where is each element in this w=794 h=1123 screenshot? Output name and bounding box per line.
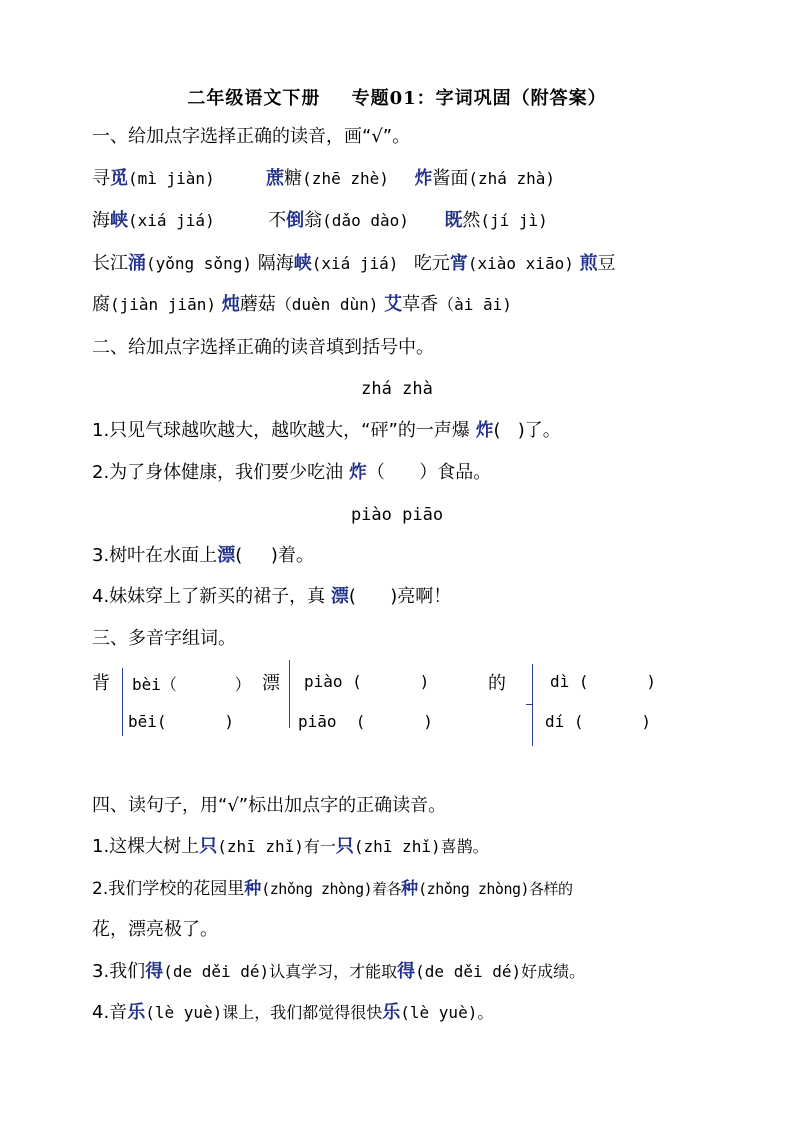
word-text: 然 — [462, 210, 481, 231]
dotted-char: 既 — [444, 210, 463, 231]
word-blank[interactable]: piāo ( ) — [298, 712, 433, 731]
pinyin-choice-zha: zhá zhà — [361, 379, 433, 399]
pinyin-options: (jiàn jiān) — [110, 295, 216, 314]
word-text: 不 — [268, 210, 287, 231]
dotted-char: 只 — [199, 836, 218, 857]
answer-blank[interactable]: ( )着。 — [235, 545, 314, 566]
pinyin-options: (zhá zhà) — [468, 169, 556, 188]
pinyin-options[interactable]: (lè yuè)课上，我们都觉得很快 — [145, 1003, 383, 1022]
sentence-text: 2.为了身体健康，我们要少吃油 — [92, 462, 349, 483]
pinyin-choice-piao: piào piāo — [350, 505, 444, 525]
word-text: 草香 — [402, 294, 439, 315]
answer-blank[interactable]: （ ）食品。 — [366, 462, 492, 483]
answer-blank[interactable]: ( )了。 — [493, 420, 561, 441]
pinyin-options: (mì jiàn) — [128, 169, 215, 188]
s2-question-1 — [92, 419, 561, 443]
s2-question-2 — [92, 461, 491, 485]
pinyin-options[interactable]: (zhī zhǐ)有一 — [217, 837, 336, 856]
dotted-char: 得 — [145, 961, 164, 982]
polyphone-char: 背 — [92, 673, 110, 694]
pinyin-options: (xiào xiāo) — [467, 254, 574, 273]
s1-row-3 — [92, 252, 616, 276]
dotted-char: 宵 — [449, 253, 468, 274]
dotted-char: 漂 — [330, 586, 349, 607]
dotted-char: 得 — [397, 961, 416, 982]
dotted-char: 艾 — [384, 294, 403, 315]
pinyin-options: (xiá jiá) — [128, 211, 215, 230]
pinyin-options: (xiá jiá) — [311, 254, 399, 273]
brace-icon — [289, 660, 290, 728]
dotted-char: 种 — [401, 879, 419, 899]
pinyin-options: （duèn dùn) — [275, 295, 379, 314]
s4-question-1 — [92, 835, 489, 859]
pinyin-options[interactable]: (zhǒng zhòng)着各 — [261, 880, 402, 898]
dotted-char: 漂 — [217, 545, 236, 566]
dotted-char: 涌 — [128, 253, 146, 274]
dotted-char: 煎 — [579, 253, 598, 274]
word-blank[interactable]: bèi（ ） — [132, 675, 251, 694]
dotted-char: 峡 — [110, 210, 128, 231]
dotted-char: 炸 — [475, 420, 494, 441]
pinyin-options: (zhē zhè) — [302, 169, 389, 188]
word-blank[interactable]: dí ( ) — [545, 712, 651, 731]
brace-tip-icon — [526, 704, 532, 705]
s1-row-4 — [92, 293, 512, 317]
dotted-char: 种 — [244, 879, 262, 899]
section-3-heading: 三、多音字组词。 — [92, 628, 236, 649]
answer-blank[interactable]: ( )亮啊！ — [348, 586, 452, 607]
sentence-text: 2.我们学校的花园里 — [92, 879, 245, 899]
pinyin-options[interactable]: (de děi dé)好成绩。 — [415, 962, 586, 981]
word-text: 长江 — [92, 253, 128, 274]
word-text: 寻 — [92, 168, 110, 189]
dotted-char: 峡 — [293, 253, 312, 274]
dotted-char: 倒 — [286, 210, 305, 231]
dotted-char: 炖 — [221, 294, 240, 315]
brace-icon — [122, 668, 123, 736]
word-text: 酱面 — [432, 168, 469, 189]
word-blank[interactable]: bēi( ) — [128, 712, 234, 731]
dotted-char: 炸 — [414, 168, 433, 189]
sentence-text: 1.只见气球越吹越大，越吹越大，“砰”的一声爆 — [92, 420, 476, 441]
sentence-text: 1.这棵大树上 — [92, 836, 200, 857]
dotted-char: 觅 — [110, 168, 128, 189]
word-blank[interactable]: dì ( ) — [550, 672, 656, 691]
s1-row-2 — [92, 209, 548, 233]
sentence-text: 3.树叶在水面上 — [92, 545, 218, 566]
word-text: 吃元 — [413, 253, 450, 274]
word-text: 糖 — [284, 168, 303, 189]
page-title — [0, 84, 794, 110]
word-blank[interactable]: piào ( ) — [304, 672, 430, 691]
dotted-char: 只 — [335, 836, 354, 857]
word-text: 豆 — [597, 253, 616, 274]
pinyin-options[interactable]: (zhǒng zhòng)各样的 — [418, 880, 573, 898]
section-1-heading: 一、给加点字选择正确的读音，画“√”。 — [92, 126, 411, 147]
title-topic: 专题01：字词巩固（附答案） — [351, 88, 607, 109]
s4-question-2-cont: 花，漂亮极了。 — [92, 919, 218, 940]
dotted-char: 乐 — [127, 1002, 146, 1023]
s4-question-2 — [92, 877, 573, 901]
title-grade: 二年级语文下册 — [187, 88, 321, 109]
pinyin-options[interactable]: (lè yuè)。 — [400, 1003, 494, 1022]
sentence-text: 3.我们 — [92, 961, 146, 982]
word-text: 隔海 — [257, 253, 294, 274]
pinyin-options: (yǒng sǒng) — [146, 254, 252, 273]
dotted-char: 炸 — [348, 462, 367, 483]
s4-question-3 — [92, 960, 585, 984]
pinyin-options: (jí jì) — [480, 211, 548, 230]
section-2-heading: 二、给加点字选择正确的读音填到括号中。 — [92, 337, 434, 358]
polyphone-char: 漂 — [262, 673, 280, 694]
word-text: 蘑菇 — [239, 294, 276, 315]
brace-icon — [532, 664, 533, 746]
section-4-heading: 四、读句子，用“√”标出加点字的正确读音。 — [92, 795, 447, 816]
pinyin-options: （ài āi) — [438, 295, 512, 314]
pinyin-options[interactable]: (de děi dé)认真学习，才能取 — [163, 962, 398, 981]
s2-question-3 — [92, 544, 314, 568]
s2-question-4 — [92, 585, 451, 609]
word-text: 腐 — [92, 294, 110, 315]
pinyin-options: (dǎo dào) — [322, 211, 409, 230]
pinyin-options[interactable]: (zhī zhǐ)喜鹊。 — [353, 837, 489, 856]
polyphone-char: 的 — [488, 673, 506, 694]
word-text: 翁 — [304, 210, 323, 231]
dotted-char: 乐 — [382, 1002, 401, 1023]
word-text: 海 — [92, 210, 110, 231]
sentence-text: 4.妹妹穿上了新买的裙子，真 — [92, 586, 331, 607]
s1-row-1 — [92, 167, 555, 191]
s4-question-4 — [92, 1001, 493, 1025]
dotted-char: 蔗 — [266, 168, 285, 189]
sentence-text: 4.音 — [92, 1002, 128, 1023]
